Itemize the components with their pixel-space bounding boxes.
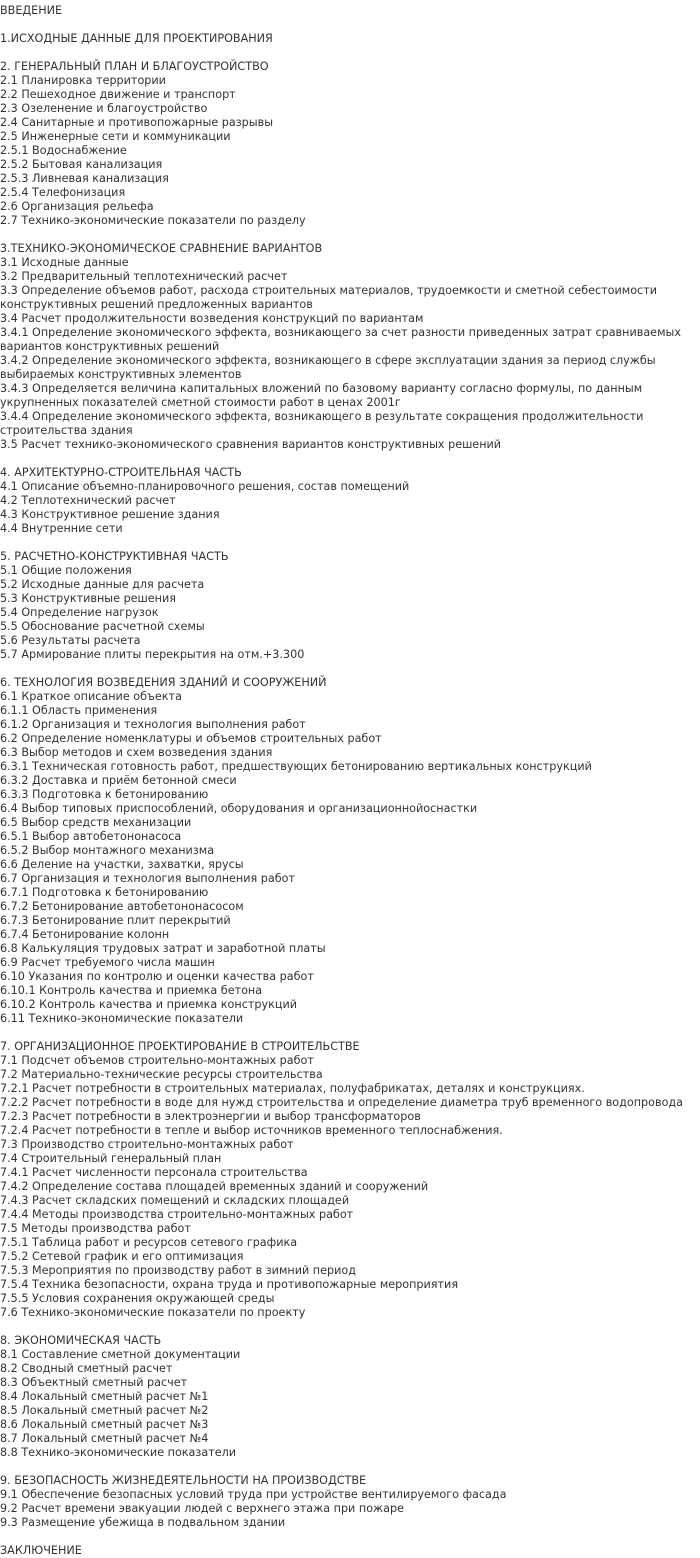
toc-line: 4.2 Теплотехнический расчет	[0, 494, 176, 507]
toc-line: 5.4 Определение нагрузок	[0, 606, 159, 619]
toc-line: 2.5 Инженерные сети и коммуникации	[0, 130, 231, 143]
toc-line: 4.4 Внутренние сети	[0, 522, 123, 535]
toc-line: 7.6 Технико-экономические показатели по проекту	[0, 1306, 306, 1319]
toc-line: 8. ЭКОНОМИЧЕСКАЯ ЧАСТЬ	[0, 1334, 162, 1347]
toc-line: 6.4 Выбор типовых приспособлений, оборудования и организационнойоснастки	[0, 802, 478, 815]
toc-line: 3.4.1 Определение экономического эффекта, возникающего за счет разности приведенных затрат сравниваемых вариантов конструктивных решений	[0, 326, 681, 353]
toc-line: 6.1.1 Область применения	[0, 704, 158, 717]
toc-line: 4. АРХИТЕКТУРНО-СТРОИТЕЛЬНАЯ ЧАСТЬ	[0, 466, 242, 479]
toc-line: 7.2.2 Расчет потребности в воде для нужд строительства и определение диаметра труб временного водопровода	[0, 1096, 684, 1109]
toc-line: 6.7.3 Бетонирование плит перекрытий	[0, 914, 231, 927]
toc-line: 7.4.1 Расчет численности персонала строительства	[0, 1166, 308, 1179]
toc-line: 6.6 Деление на участки, захватки, ярусы	[0, 858, 244, 871]
toc-line: 3.1 Исходные данные	[0, 256, 129, 269]
toc-line: 2.4 Санитарные и противопожарные разрывы	[0, 116, 274, 129]
blank-line	[0, 536, 700, 550]
toc-line: 4.1 Описание объемно-планировочного решения, состав помещений	[0, 480, 410, 493]
toc-line: 6.3.1 Техническая готовность работ, предшествующих бетонированию вертикальных конструкций	[0, 760, 592, 773]
toc-line: 7.5.5 Условия сохранения окружающей среды	[0, 1292, 275, 1305]
blank-line	[0, 452, 700, 466]
toc-line: 9.3 Размещение убежища в подвальном здании	[0, 1516, 286, 1529]
toc-line: 5. РАСЧЕТНО-КОНСТРУКТИВНАЯ ЧАСТЬ	[0, 550, 229, 563]
toc-line: 2.5.4 Телефонизация	[0, 186, 126, 199]
toc-line: 7.2 Материально-технические ресурсы строительства	[0, 1068, 323, 1081]
toc-line: 8.2 Сводный сметный расчет	[0, 1362, 173, 1375]
toc-line: 9.2 Расчет времени эвакуации людей с верхнего этажа при пожаре	[0, 1502, 404, 1515]
toc-line: 5.6 Результаты расчета	[0, 634, 141, 647]
toc-line: 6.7.1 Подготовка к бетонированию	[0, 886, 209, 899]
toc-line: 3.ТЕХНИКО-ЭКОНОМИЧЕСКОЕ СРАВНЕНИЕ ВАРИАНТОВ	[0, 242, 323, 255]
toc-line: 6.1.2 Организация и технология выполнения работ	[0, 718, 306, 731]
toc-line: 4.3 Конструктивное решение здания	[0, 508, 220, 521]
toc-line: 5.7 Армирование плиты перекрытия на отм.+3.300	[0, 648, 305, 661]
toc-line: 2.2 Пешеходное движение и транспорт	[0, 88, 236, 101]
toc-line: 6.5.1 Выбор автобетононасоса	[0, 830, 182, 843]
toc-line: 6.10.1 Контроль качества и приемка бетона	[0, 984, 263, 997]
toc-line: 7.5.1 Таблица работ и ресурсов сетевого графика	[0, 1236, 298, 1249]
toc-line: 8.7 Локальный сметный расчет №4	[0, 1432, 209, 1445]
blank-line	[0, 1460, 700, 1474]
blank-line	[0, 1320, 700, 1334]
toc-line: 3.4.2 Определение экономического эффекта, возникающего в сфере эксплуатации здания за период службы выбираемых конструктивных элементов	[0, 354, 656, 381]
toc-line: 3.2 Предварительный теплотехнический расчет	[0, 270, 288, 283]
toc-line: 8.4 Локальный сметный расчет №1	[0, 1390, 209, 1403]
toc-line: 6.2 Определение номенклатуры и объемов строительных работ	[0, 732, 382, 745]
toc-line: 6.3.2 Доставка и приём бетонной смеси	[0, 774, 237, 787]
blank-line	[0, 1530, 700, 1544]
toc-line: 1.ИСХОДНЫЕ ДАННЫЕ ДЛЯ ПРОЕКТИРОВАНИЯ	[0, 32, 273, 45]
toc-line: 7.5 Методы производства работ	[0, 1222, 191, 1235]
toc-line: 3.4.4 Определение экономического эффекта, возникающего в результате сокращения продолжительности строительства здания	[0, 410, 644, 437]
toc-line: 2.5.2 Бытовая канализация	[0, 158, 163, 171]
toc-line: 6.1 Краткое описание объекта	[0, 690, 182, 703]
toc-line: 6.9 Расчет требуемого числа машин	[0, 956, 215, 969]
toc-line: 7.5.4 Техника безопасности, охрана труда и противопожарные мероприятия	[0, 1278, 459, 1291]
toc-line: 7.4 Строительный генеральный план	[0, 1152, 222, 1165]
toc-line: 7.4.4 Методы производства строительно-монтажных работ	[0, 1208, 354, 1221]
toc-line: 6.8 Калькуляция трудовых затрат и заработной платы	[0, 942, 326, 955]
toc-line: 2.5.3 Ливневая канализация	[0, 172, 169, 185]
toc-line: 6.10 Указания по контролю и оценки качества работ	[0, 970, 314, 983]
blank-line	[0, 228, 700, 242]
toc-line: 6.7.2 Бетонирование автобетононасосом	[0, 900, 244, 913]
toc-line: 5.1 Общие положения	[0, 564, 132, 577]
toc-line: 7.5.2 Сетевой график и его оптимизация	[0, 1250, 244, 1263]
toc-line: 2.1 Планировка территории	[0, 74, 166, 87]
toc-line: 6.11 Технико-экономические показатели	[0, 1012, 244, 1025]
toc-line: 7.2.1 Расчет потребности в строительных материалах, полуфабрикатах, деталях и конструкциях.	[0, 1082, 585, 1095]
toc-line: 9.1 Обеспечение безопасных условий труда при устройстве вентилируемого фасада	[0, 1488, 507, 1501]
toc-line: 2.7 Технико-экономические показатели по разделу	[0, 214, 306, 227]
toc-line: 7.2.3 Расчет потребности в электроэнергии и выбор трансформаторов	[0, 1110, 421, 1123]
toc-line: 3.5 Расчет технико-экономического сравнения вариантов конструктивных решений	[0, 438, 502, 451]
blank-line	[0, 662, 700, 676]
toc-line: 9. БЕЗОПАСНОСТЬ ЖИЗНЕДЕЯТЕЛЬНОСТИ НА ПРОИЗВОДСТВЕ	[0, 1474, 367, 1487]
toc-line: 2. ГЕНЕРАЛЬНЫЙ ПЛАН И БЛАГОУСТРОЙСТВО	[0, 60, 269, 73]
toc-line: 6.7.4 Бетонирование колонн	[0, 928, 170, 941]
toc-line: 7.5.3 Мероприятия по производству работ в зимний период	[0, 1264, 356, 1277]
toc-line: 7.4.2 Определение состава площадей временных зданий и сооружений	[0, 1180, 429, 1193]
blank-line	[0, 46, 700, 60]
toc-line: 8.8 Технико-экономические показатели	[0, 1446, 237, 1459]
toc-line: 3.3 Определение объемов работ, расхода строительных материалов, трудоемкости и сметной себестоимости конструктивных решений предложенных вариантов	[0, 284, 657, 311]
toc-line: 3.4.3 Определяется величина капитальных вложений по базовому варианту согласно формулы, по данным укрупненных показателей сметной стоимости работ в ценах 2001г	[0, 382, 643, 409]
blank-line	[0, 18, 700, 32]
toc-line: 6.3.3 Подготовка к бетонированию	[0, 788, 209, 801]
blank-line	[0, 1026, 700, 1040]
toc-line: 2.6 Организация рельефа	[0, 200, 154, 213]
toc-line: 5.2 Исходные данные для расчета	[0, 578, 205, 591]
toc-line: 6.5 Выбор средств механизации	[0, 816, 192, 829]
toc-line: ВВЕДЕНИЕ	[0, 4, 63, 17]
toc-line: 6.5.2 Выбор монтажного механизма	[0, 844, 215, 857]
toc-line: 5.3 Конструктивные решения	[0, 592, 176, 605]
toc-line: 7.1 Подсчет объемов строительно-монтажных работ	[0, 1054, 314, 1067]
toc-line: ЗАКЛЮЧЕНИЕ	[0, 1544, 82, 1557]
toc-line: 6.7 Организация и технология выполнения работ	[0, 872, 296, 885]
toc-line: 2.3 Озеленение и благоустройство	[0, 102, 208, 115]
toc-line: 8.5 Локальный сметный расчет №2	[0, 1404, 209, 1417]
toc-line: 7.3 Производство строительно-монтажных работ	[0, 1138, 294, 1151]
toc-line: 6.10.2 Контроль качества и приемка конструкций	[0, 998, 298, 1011]
toc-line: 3.4 Расчет продолжительности возведения конструкций по вариантам	[0, 312, 424, 325]
toc-line: 6. ТЕХНОЛОГИЯ ВОЗВЕДЕНИЯ ЗДАНИЙ И СООРУЖЕНИЙ	[0, 676, 327, 689]
toc-line: 7.2.4 Расчет потребности в тепле и выбор источников временного теплоснабжения.	[0, 1124, 503, 1137]
toc-line: 6.3 Выбор методов и схем возведения здания	[0, 746, 273, 759]
toc-line: 7.4.3 Расчет складских помещений и складских площадей	[0, 1194, 350, 1207]
toc-line: 8.3 Объектный сметный расчет	[0, 1376, 188, 1389]
toc-line: 7. ОРГАНИЗАЦИОННОЕ ПРОЕКТИРОВАНИЕ В СТРОИТЕЛЬСТВЕ	[0, 1040, 360, 1053]
toc-line: 2.5.1 Водоснабжение	[0, 144, 127, 157]
toc-line: 5.5 Обоснование расчетной схемы	[0, 620, 205, 633]
toc-line: 8.6 Локальный сметный расчет №3	[0, 1418, 209, 1431]
toc-line: 8.1 Составление сметной документации	[0, 1348, 241, 1361]
